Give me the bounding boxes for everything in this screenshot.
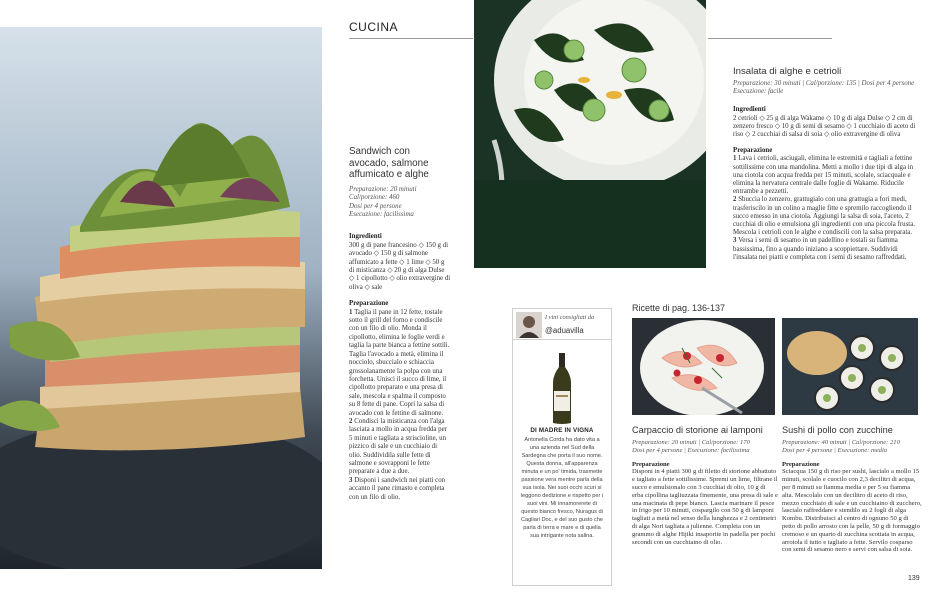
- header-rule-right: [708, 38, 832, 39]
- carpaccio-photo: [632, 318, 775, 415]
- carpaccio-recipe: [632, 425, 778, 546]
- wine-author-handle[interactable]: @aduavilla: [545, 326, 584, 335]
- recipe-title: Sushi di pollo con zucchine: [782, 425, 893, 435]
- sushi-photo: [782, 318, 918, 415]
- recipe-title: Sandwich con avocado, salmone affumicato e alghe: [349, 146, 429, 181]
- ingredients-heading: Ingredienti: [349, 233, 382, 241]
- preparation-step: 2 Condisci la misticanza con l'alga lasciata a mollo in acqua fredda per 5 minuti e tagliata a striscioline, un pizzico di sale e un cucchiaio di olio. Suddividila sulle fette di salmone e sovrapponi le fette preparate a due a due.: [349, 417, 447, 476]
- sandwich-recipe: [349, 146, 451, 502]
- section-label: CUCINA: [349, 20, 399, 34]
- avatar: [516, 312, 542, 338]
- seaweed-salad-photo: [474, 0, 706, 268]
- preparation-step: 2 Sbuccia lo zenzero, grattugialo con una grattugia a fori medi, trasferiscilo in un colino a maglie fitte e spremilo raccogliendo il succo emesso in una ciotola. Aggiungi la salsa di soia, l'aceto, 2 cucchiai di olio e emulsiona gli ingredienti con una piccola frusta. Mescola i cetrioli con le alghe e condiscili con la salsa preparata.: [733, 196, 915, 237]
- wine-bottle-icon: [551, 353, 573, 425]
- wine-recommendation-box: [512, 308, 612, 586]
- wine-header: I vini consigliati da: [545, 314, 595, 321]
- preparation-step: 1 Lava i cetrioli, asciugali, elimina le estremità e tagliali a fettine sottilissime con una mandolina. Metti a mollo i due tipi di alga in una ciotola con acqua fredda per 15 minuti, scolale, sciacquale e elimina la nervatura centrale dalle foglie di Wakame. Riducile entrambe a pezzetti.: [733, 155, 914, 196]
- sandwich-photo: [0, 27, 322, 569]
- recipe-meta: Preparazione: 20 minuti Cal/porzione: 460 Dosi per 4 persone Esecuzione: facilissima: [349, 185, 417, 218]
- recipe-title: Carpaccio di storione ai lamponi: [632, 425, 763, 435]
- recipe-meta: Preparazione: 40 minuti | Cal/porzione: 210 Dosi per 4 persone | Esecuzione: media: [782, 439, 900, 454]
- seaweed-salad-recipe: [733, 66, 923, 262]
- preparation-heading: Preparazione: [782, 460, 820, 468]
- wine-divider: [513, 339, 611, 340]
- page-number: 139: [908, 575, 920, 582]
- wine-section-title: DI MADRE IN VIGNA: [530, 427, 594, 434]
- wine-description: Antonella Corda ha dato vita a una azienda nel Sud della Sardegna che porta il suo nome. Questa donna, all'apparenza minuta e un po' timida, trasmette passione vera mentre parla della sua isola. Nei suoi occhi scuri si leggono dedizione e rispetto per i suoi vini. Mi innamorerete di questo bianco fresco, Nuragus di Cagliari Doc, e del suo gusto che parla di terra e mare e di quella sua intrigante nota salina.: [520, 437, 604, 539]
- preparation-heading: Preparazione: [733, 147, 773, 155]
- recipes-reference-label: Ricette di pag. 136-137: [632, 303, 726, 313]
- recipe-meta: Preparazione: 20 minuti | Cal/porzione: 170 Dosi per 4 persone | Esecuzione: facilissima: [632, 439, 750, 454]
- recipe-meta: Preparazione: 30 minuti | Cal/porzione: 135 | Dosi per 4 persone Esecuzione: facile: [733, 80, 915, 96]
- sushi-recipe: [782, 425, 922, 554]
- preparation-heading: Preparazione: [632, 460, 670, 468]
- preparation-step: 3 Disponi i sandwich nei piatti con accanto il pane rimasto e completa con un filo di olio.: [349, 476, 446, 501]
- preparation-text: Disponi in 4 piatti 300 g di filetto di storione abbattuto e tagliato a fette sottilissime. Spremi un lime, filtrane il succo e emulsionalo con 3 cucchiai di olio, 10 g di erba cipollina tagliuzzata finemente, una presa di sale e una macinata di pepe bianco. Lascia marinare il pesce in frigo per 10 minuti, cospargilo con 50 g di lamponi tagliati a metà nel senso della lunghezza e 2 centimetri di alga Nori tagliata a julienne. Completa con un grammo di alghe Hijiki insaporite in padella per pochi secondi con un cucchiaino di olio.: [632, 468, 778, 546]
- ingredients-list: 2 cetrioli ◇ 25 g di alga Wakame ◇ 10 g di alga Dulse ◇ 2 cm di zenzero fresco ◇ 10 g di semi di sesamo ◇ 1 cucchiaio di aceto di riso ◇ 2 cucchiai di salsa di soia ◇ olio extravergine di oliva: [733, 114, 916, 139]
- preparation-step: 1 Taglia il pane in 12 fette, tostale sotto il grill del forno e condiscile con un filo di olio. Monda il cipollotto, elimina le foglie verdi e taglia la parte bianca a fettine sottili. Taglia l'avocado a metà, elimina il nocciolo, sbuccialo e schiaccia grossolanamente la polpa con una forchetta. Unisci il succo di lime, il cipollotto preparato e una presa di sale, mescola e spalma il composto su 8 fette di pane. Copri la salsa di avocado con le fettine di salmone.: [349, 308, 450, 417]
- ingredients-list: 300 g di pane francesino ◇ 150 g di avocado ◇ 150 g di salmone affumicato a fette ◇ 1 lime ◇ 50 g di misticanza ◇ 20 g di alga Dulse ◇ 1 cipollotto ◇ olio extravergine di oliva ◇ sale: [349, 241, 451, 291]
- ingredients-heading: Ingredienti: [733, 106, 766, 114]
- preparation-step: 3 Versa i semi di sesamo in un padellino e tostali su fiamma bassissima, fino a quando iniziano a scoppiettare. Suddividi l'insalata nei piatti e completa con i semi di sesamo raffreddati.: [733, 237, 907, 261]
- section-rule: [349, 38, 473, 39]
- preparation-heading: Preparazione: [349, 300, 389, 308]
- recipe-title: Insalata di alghe e cetrioli: [733, 66, 842, 77]
- preparation-text: Sciacqua 150 g di riso per sushi, lascialo a mollo 15 minuti, scolalo e cuocilo con 2,3 decilitri di acqua, per 8 minuti su fiamma media e per 5 su fiamma alta. Mescolalo con un decilitro di aceto di riso, mezzo cucchiaio di sale e un cucchiaino di zucchero, lascialo raffreddare e stendilo su 2 fogli di alga Kombu. Distribuisci al centro di ognuno 50 g di petto di pollo arrosto con la pelle, 50 g di formaggio cremoso e un quarto di zucchina scottata in acqua, arrotola il tutto e tagliato a fette. Servilo cosparso con semi di sesamo nero e servi con salsa di soia.: [782, 468, 922, 554]
